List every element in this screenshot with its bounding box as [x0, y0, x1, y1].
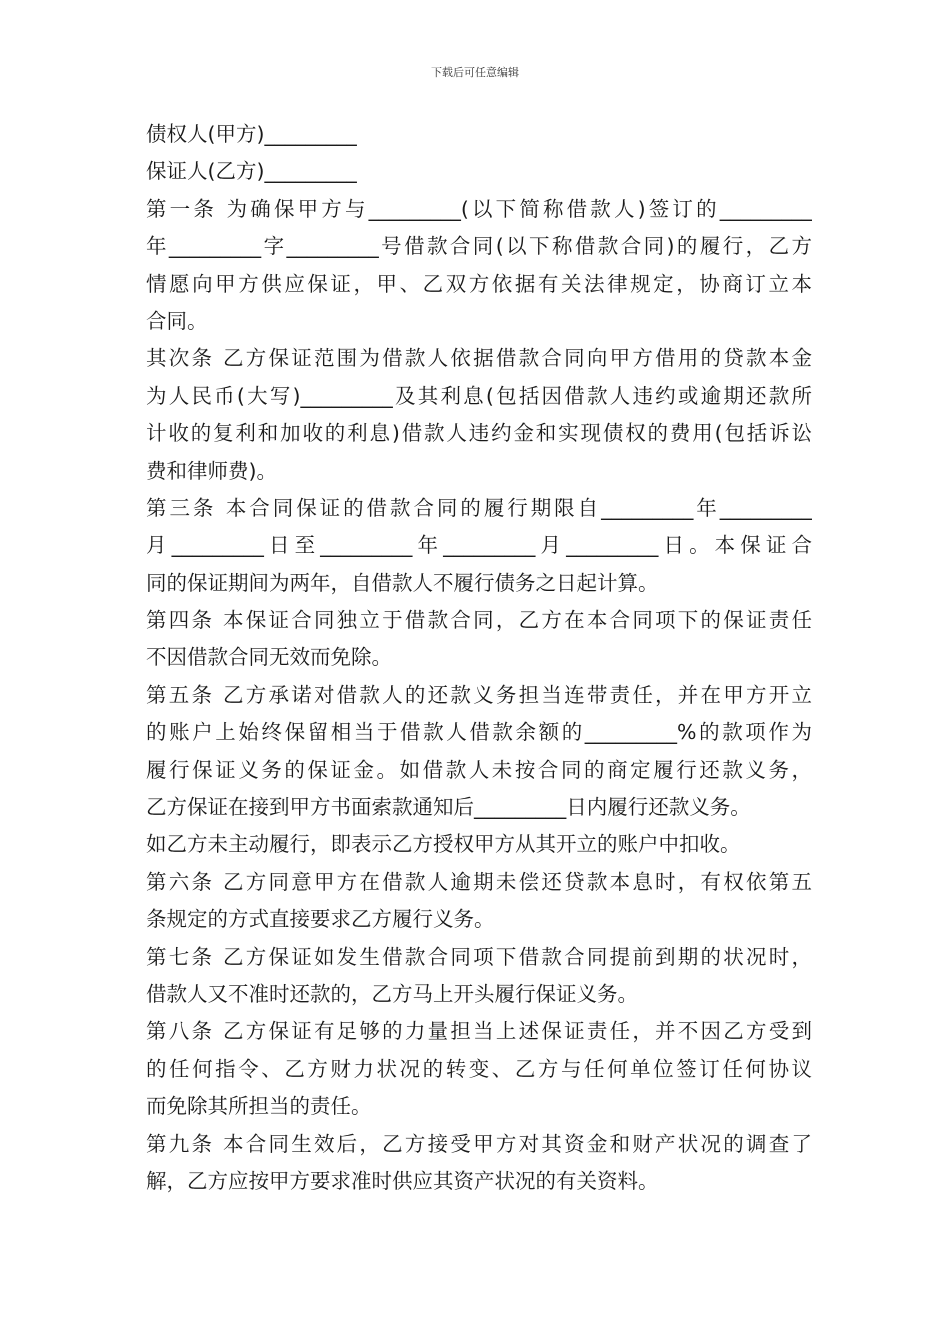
page-header: 下载后可任意编辑 — [431, 66, 519, 79]
contract-line: 计收的复利和加收的利息)借款人违约金和实现债权的费用(包括诉讼 — [146, 421, 812, 446]
contract-body — [146, 116, 812, 1200]
contract-line: 情愿向甲方供应保证，甲、乙双方依据有关法律规定，协商订立本 — [146, 271, 812, 296]
contract-line: 为人民币(大写)_________及其利息(包括因借款人违约或逾期还款所 — [146, 383, 812, 408]
contract-line: 同的保证期间为两年，自借款人不履行债务之日起计算。 — [146, 570, 659, 595]
contract-line: 的账户上始终保留相当于借款人借款余额的_________%的款项作为 — [146, 720, 812, 745]
contract-line: 的任何指令、乙方财力状况的转变、乙方与任何单位签订任何协议 — [146, 1056, 812, 1081]
contract-line: 条规定的方式直接要求乙方履行义务。 — [146, 907, 495, 932]
contract-line: 费和律师费)。 — [146, 458, 277, 483]
contract-line: 保证人(乙方)_________ — [146, 159, 357, 184]
contract-line: 乙方保证在接到甲方书面索款通知后_________日内履行还款义务。 — [146, 795, 751, 820]
contract-line: 第四条 本保证合同独立于借款合同，乙方在本合同项下的保证责任 — [146, 608, 812, 633]
contract-line: 第七条 乙方保证如发生借款合同项下借款合同提前到期的状况时， — [146, 944, 812, 969]
contract-line: 借款人又不准时还款的，乙方马上开头履行保证义务。 — [146, 981, 638, 1006]
contract-line: 第八条 乙方保证有足够的力量担当上述保证责任，并不因乙方受到 — [146, 1019, 812, 1044]
contract-line: 年_________字_________号借款合同(以下称借款合同)的履行，乙方 — [146, 234, 812, 259]
contract-line: 不因借款合同无效而免除。 — [146, 645, 392, 670]
contract-line: 如乙方未主动履行，即表示乙方授权甲方从其开立的账户中扣收。 — [146, 832, 741, 857]
contract-line: 第三条 本合同保证的借款合同的履行期限自_________年_________ — [146, 495, 812, 520]
contract-line: 解，乙方应按甲方要求准时供应其资产状况的有关资料。 — [146, 1168, 659, 1193]
contract-line: 其次条 乙方保证范围为借款人依据借款合同向甲方借用的贷款本金 — [146, 346, 812, 371]
contract-line: 第五条 乙方承诺对借款人的还款义务担当连带责任，并在甲方开立 — [146, 682, 812, 707]
contract-line: 债权人(甲方)_________ — [146, 122, 357, 146]
contract-line: 月_________日至_________年_________月_________日。本保证合 — [146, 533, 812, 558]
contract-line: 第一条 为确保甲方与_________(以下简称借款人)签订的_________ — [146, 196, 812, 221]
contract-line: 第六条 乙方同意甲方在借款人逾期未偿还贷款本息时，有权依第五 — [146, 869, 812, 894]
contract-line: 合同。 — [146, 308, 208, 333]
contract-line: 履行保证义务的保证金。如借款人未按合同的商定履行还款义务， — [146, 757, 812, 782]
contract-line: 第九条 本合同生效后，乙方接受甲方对其资金和财产状况的调查了 — [146, 1131, 812, 1156]
contract-line: 而免除其所担当的责任。 — [146, 1094, 372, 1119]
